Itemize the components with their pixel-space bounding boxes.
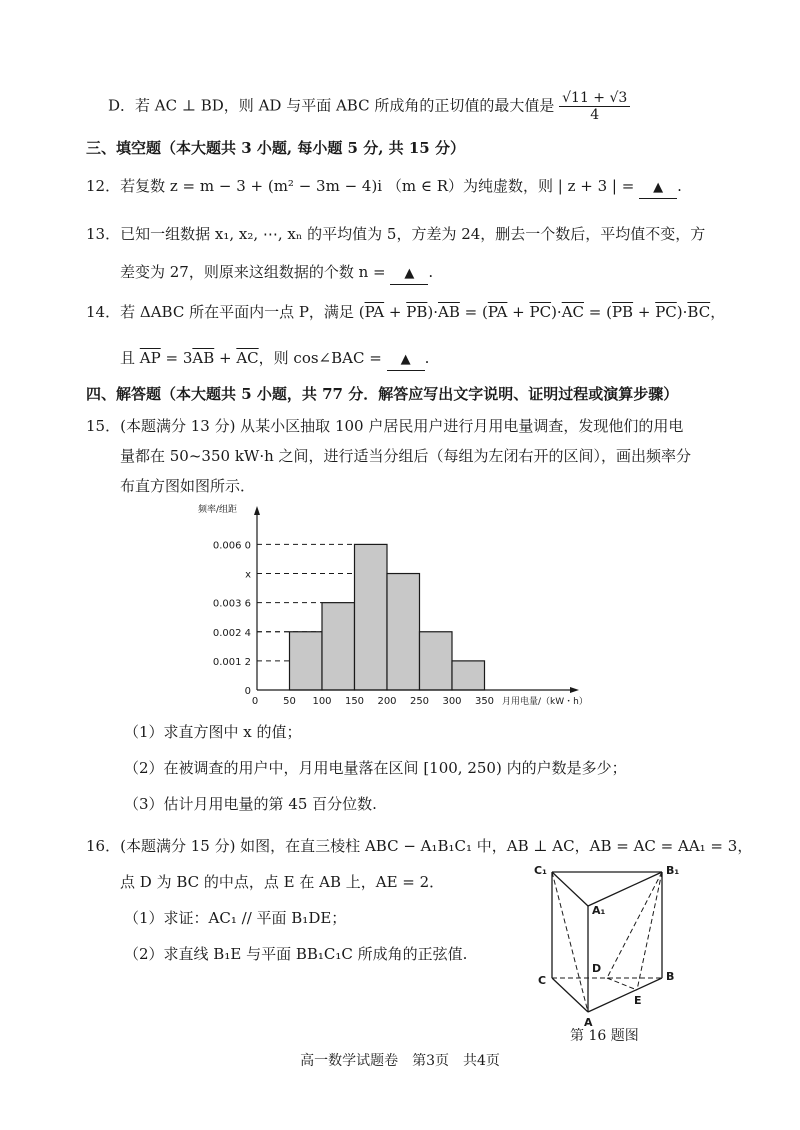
vector-ap: $\overline{AP}$: [139, 349, 161, 367]
vector-ac-2: $\overline{AC}$: [236, 349, 259, 367]
question-16-sub-1: （1）求证：AC₁ // 平面 B₁DE；: [124, 909, 347, 927]
origin-label: 0: [251, 696, 259, 707]
question-16-line-1: 16．(本题满分 15 分) 如图，在直三棱柱 ABC − A₁B₁C₁ 中，AB ⊥ AC，AB = AC = AA₁ = 3，: [86, 837, 753, 855]
q14-text-a: 14．若 ΔABC 所在平面内一点 P，满足 (: [86, 303, 365, 321]
edge-a1b1: [588, 872, 662, 906]
q14-line2-d: ，则 cos∠BAC =: [258, 349, 382, 367]
x-tick-label-250: 250: [409, 696, 430, 707]
y-tick-label-3: 0.003 6: [212, 598, 251, 610]
page-footer: 高一数学试题卷 第3页 共4页: [300, 1053, 500, 1069]
label-a: A: [584, 1016, 593, 1028]
frequency-histogram: [180, 500, 600, 715]
question-13-end: .: [428, 263, 434, 281]
q14-dot-2: )·: [551, 303, 562, 321]
figure-16-caption: 第 16 题图: [570, 1028, 639, 1044]
x-tick-label-200: 200: [377, 696, 397, 707]
edge-ab: [588, 978, 662, 1012]
bar-200-250: [387, 574, 420, 690]
x-tick-label-150: 150: [344, 696, 365, 707]
q11-fraction-numerator: √11 + √3: [559, 90, 630, 107]
bar-100-150: [322, 603, 355, 690]
q11-fraction-denominator: 4: [590, 107, 600, 123]
label-c1: C₁: [534, 864, 547, 877]
edge-c1a1: [552, 872, 588, 906]
question-13-line-1: 13．已知一组数据 x₁, x₂, ⋯, xₙ 的平均值为 5，方差为 24，删去一个数后，平均值不变，方: [86, 225, 706, 243]
vector-pc: $\overline{PC}$: [529, 303, 552, 321]
question-13-line-2: [120, 262, 433, 285]
question-15-sub-1: （1）求直方图中 x 的值；: [124, 723, 302, 741]
vector-pa: $\overline{PA}$: [364, 303, 385, 321]
question-15-sub-2: （2）在被调查的用户中，月用电量落在区间 [100, 250) 内的户数是多少；: [124, 759, 627, 777]
q14-eq-2: = (: [584, 303, 612, 321]
y-tick-label-4: x: [245, 569, 251, 581]
vector-ab: $\overline{AB}$: [437, 303, 460, 321]
section-4-title: 四、解答题（本大题共 5 小题，共 77 分．解答应写出文字说明、证明过程或演算步骤）: [86, 385, 679, 403]
q14-plus-1: +: [384, 303, 407, 321]
question-15-line-1: 15．(本题满分 13 分) 从某小区抽取 100 户居民用户进行月用电量调查，发现他们的用电: [86, 417, 684, 435]
question-12-end: .: [677, 177, 682, 195]
question-15-sub-3: （3）估计月用电量的第 45 百分位数.: [124, 795, 377, 813]
question-14-line-2: [120, 348, 429, 371]
q14-line2-b: = 3: [160, 349, 193, 367]
q14-line2-c: +: [214, 349, 237, 367]
question-14-end: .: [424, 349, 430, 367]
x-tick-label-300: 300: [442, 696, 462, 707]
vector-ab-2: $\overline{AB}$: [192, 349, 215, 367]
section-3-title: 三、填空题（本大题共 3 小题, 每小题 5 分, 共 15 分）: [86, 139, 465, 157]
segment-de: [607, 978, 637, 990]
y-axis-label: 频率/组距: [198, 505, 238, 515]
answer-blank-12: ▲: [639, 178, 677, 199]
bar-150-200: [355, 544, 388, 690]
q14-plus-3: +: [633, 303, 656, 321]
y-tick-label-2: 0.002 4: [212, 627, 251, 639]
label-e: E: [634, 994, 642, 1007]
question-15-line-3: 布直方图如图所示．: [120, 477, 256, 495]
q14-plus-2: +: [507, 303, 530, 321]
vector-pa-2: $\overline{PA}$: [487, 303, 508, 321]
vector-ac: $\overline{AC}$: [561, 303, 584, 321]
vector-pc-2: $\overline{PC}$: [655, 303, 677, 321]
edge-ca: [552, 978, 588, 1012]
question-16-line-2: 点 D 为 BC 的中点，点 E 在 AB 上，AE = 2．: [120, 873, 445, 891]
label-b1: B₁: [666, 864, 680, 877]
label-a1: A₁: [592, 904, 606, 917]
bar-250-300: [420, 632, 453, 690]
q11-fraction: [559, 90, 630, 123]
question-14-line-1: [86, 302, 725, 322]
question-15-line-2: 量都在 50~350 kW·h 之间，进行适当分组后（每组为左闭右开的区间），画出频率分: [120, 447, 692, 465]
q14-dot-3: )·: [676, 303, 688, 321]
label-d: D: [592, 962, 602, 975]
y-tick-label-1: 0.001 2: [212, 656, 251, 668]
bar-50-100: [290, 632, 323, 690]
prism-figure: [528, 858, 698, 1028]
segment-b1e: [637, 872, 662, 990]
q11-option-d: [108, 90, 630, 123]
label-c: C: [538, 974, 547, 987]
vector-bc: $\overline{BC}$: [687, 303, 711, 321]
x-tick-label-50: 50: [283, 696, 296, 707]
answer-blank-14: ▲: [387, 350, 425, 371]
y-axis-arrow: [254, 506, 260, 515]
segment-ac1: [552, 872, 588, 1012]
question-13-line-2-text: 差变为 27，则原来这组数据的个数 n =: [120, 263, 386, 281]
x-axis-label: 月用电量/（kW・h）: [502, 697, 588, 707]
q11-option-d-text: D．若 AC ⊥ BD，则 AD 与平面 ABC 所成角的正切值的最大值是: [108, 96, 555, 115]
answer-blank-13: ▲: [390, 264, 428, 285]
vector-pb: $\overline{PB}$: [406, 303, 428, 321]
x-tick-label-350: 350: [474, 696, 495, 707]
x-tick-label-100: 100: [312, 696, 332, 707]
q14-tail: ，: [710, 303, 726, 321]
y-tick-label-0: 0: [244, 686, 251, 697]
q14-eq-1: = (: [459, 303, 488, 321]
y-tick-label-5: 0.006 0: [212, 540, 251, 552]
q14-line2-a: 且: [120, 349, 140, 367]
segment-b1d: [607, 872, 662, 978]
q14-dot-1: )·: [427, 303, 438, 321]
question-16-sub-2: （2）求直线 B₁E 与平面 BB₁C₁C 所成角的正弦值.: [124, 945, 468, 963]
question-12: [86, 176, 682, 199]
vector-pb-2: $\overline{PB}$: [611, 303, 634, 321]
label-b: B: [666, 970, 675, 983]
x-axis-arrow: [570, 687, 579, 693]
question-12-text: 12．若复数 z = m − 3 + (m² − 3m − 4)i （m ∈ R）为纯虚数，则 | z + 3 | =: [86, 177, 635, 195]
bar-300-350: [452, 661, 485, 690]
